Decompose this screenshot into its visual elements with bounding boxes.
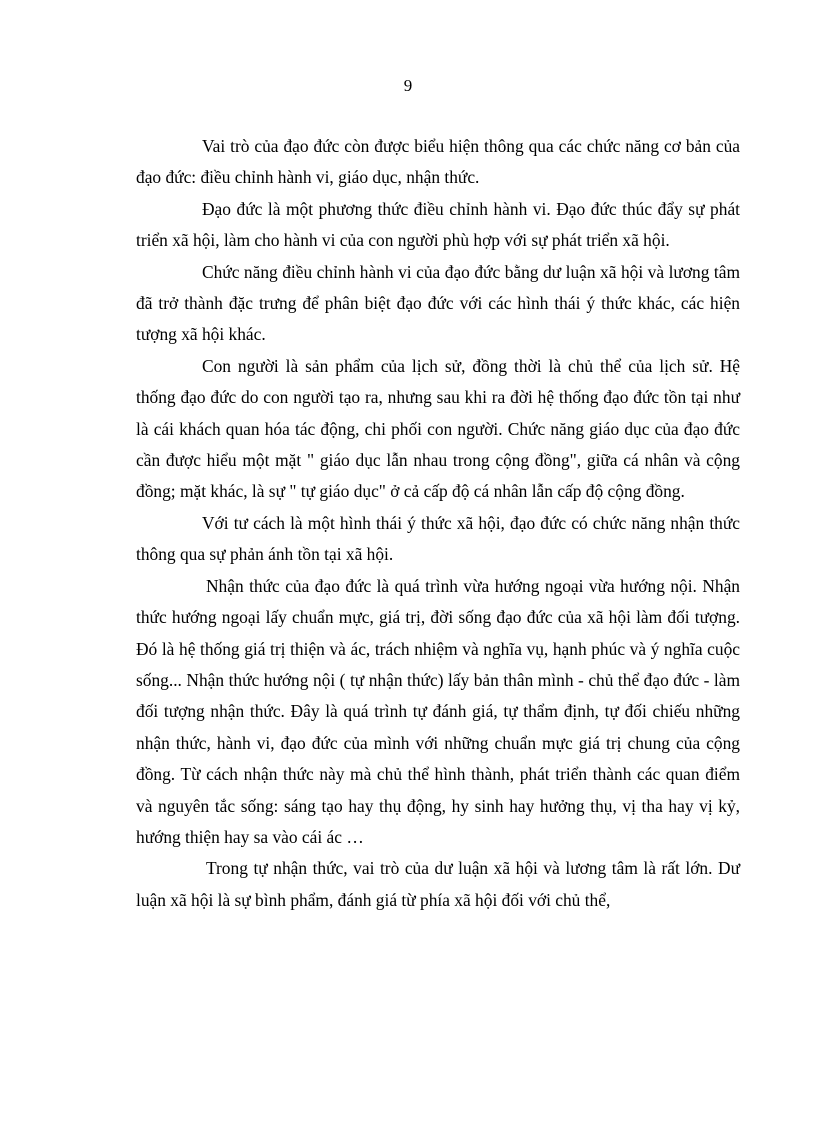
paragraph-cognition-process: Nhận thức của đạo đức là quá trình vừa hướng ngoại vừa hướng nội. Nhận thức hướng ngoại lấy chuẩn mực, giá trị, đời sống đạo đức của xã hội làm đối tượng. Đó là hệ thống giá trị thiện và ác, trách nhiệm và nghĩa vụ, hạnh phúc và ý nghĩa cuộc sống... Nhận thức hướng nội ( tự nhận thức) lấy bản thân mình - chủ thể đạo đức - làm đối tượng nhận thức. Đây là quá trình tự đánh giá, tự thẩm định, tự đối chiếu những nhận thức, hành vi, đạo đức của mình với những chuẩn mực giá trị chung của cộng đồng. Từ cách nhận thức này mà chủ thể hình thành, phát triển thành các quan điểm và nguyên tắc sống: sáng tạo hay thụ động, hy sinh hay hưởng thụ, vị tha hay vị kỷ, hướng thiện hay sa vào cái ác …: [136, 575, 740, 847]
paragraph-functions-intro: Vai trò của đạo đức còn được biểu hiện thông qua các chức năng cơ bản của đạo đức: điều chỉnh hành vi, giáo dục, nhận thức.: [136, 136, 740, 188]
page-number: 9: [403, 76, 413, 95]
paragraph-self-cognition: Trong tự nhận thức, vai trò của dư luận xã hội và lương tâm là rất lớn. Dư luận xã hội là sự bình phẩm, đánh giá từ phía xã hội đối với chủ thể,: [136, 858, 740, 910]
document-body: [136, 131, 740, 916]
paragraph-regulation-function: Chức năng điều chỉnh hành vi của đạo đức bằng dư luận xã hội và lương tâm đã trở thành đặc trưng để phân biệt đạo đức với các hình thái ý thức khác, các hiện tượng xã hội khác.: [136, 261, 740, 345]
paragraph-cognition-function: Với tư cách là một hình thái ý thức xã hội, đạo đức có chức năng nhận thức thông qua sự phản ánh tồn tại xã hội.: [136, 512, 740, 565]
paragraph-education-function: Con người là sản phẩm của lịch sử, đồng thời là chủ thể của lịch sử. Hệ thống đạo đức do con người tạo ra, nhưng sau khi ra đời hệ thống đạo đức tồn tại như là cái khách quan hóa tác động, chi phối con người. Chức năng giáo dục của đạo đức cần được hiểu một mặt " giáo dục lẫn nhau trong cộng đồng", giữa cá nhân và cộng đồng; mặt khác, là sự " tự giáo dục" ở cả cấp độ cá nhân lẫn cấp độ cộng đồng.: [136, 355, 740, 502]
paragraph-behavior-regulation: Đạo đức là một phương thức điều chỉnh hành vi. Đạo đức thúc đẩy sự phát triển xã hội, làm cho hành vi của con người phù hợp với sự phát triển xã hội.: [136, 198, 740, 251]
